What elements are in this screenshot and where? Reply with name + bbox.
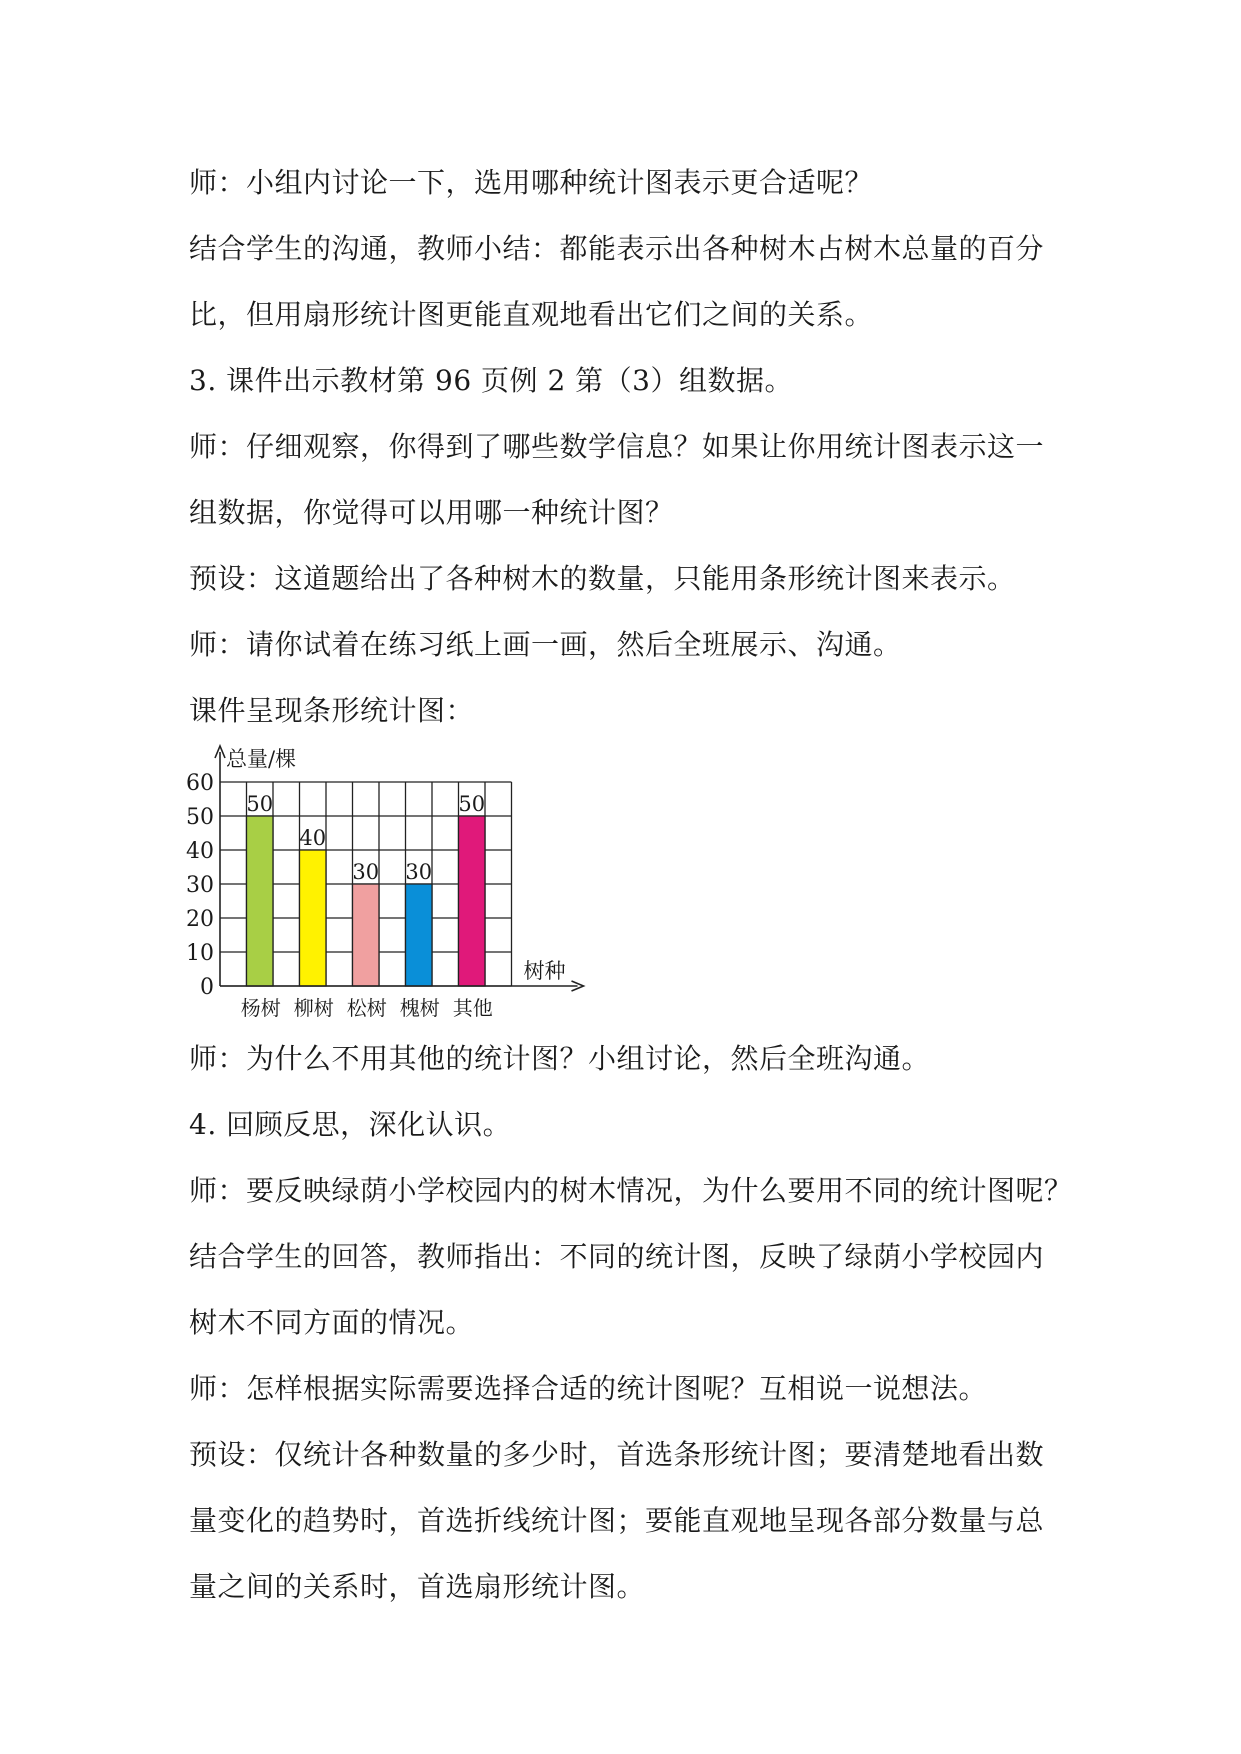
chart-bars bbox=[247, 816, 486, 986]
y-tick-label: 40 bbox=[186, 839, 214, 864]
x-tick-label: 槐树 bbox=[399, 996, 440, 1020]
paragraph: 师：为什么不用其他的统计图？小组讨论，然后全班沟通。 bbox=[189, 1042, 931, 1075]
y-tick-label: 30 bbox=[186, 873, 214, 898]
bar-2 bbox=[300, 850, 327, 986]
paragraph: 预设：这道题给出了各种树木的数量，只能用条形统计图来表示。 bbox=[189, 562, 1016, 595]
paragraph: 师：请你试着在练习纸上画一画，然后全班展示、沟通。 bbox=[189, 628, 902, 661]
paragraph: 师：怎样根据实际需要选择合适的统计图呢？互相说一说想法。 bbox=[189, 1372, 988, 1405]
y-axis-title: 总量/棵 bbox=[226, 747, 297, 771]
paragraph: 树木不同方面的情况。 bbox=[189, 1306, 475, 1339]
paragraph: 4. 回顾反思，深化认识。 bbox=[189, 1108, 512, 1141]
paragraph: 组数据，你觉得可以用哪一种统计图？ bbox=[189, 496, 674, 529]
y-tick-label: 50 bbox=[186, 805, 214, 830]
y-tick-label: 0 bbox=[200, 975, 214, 1000]
bar-chart bbox=[184, 740, 624, 1020]
paragraph: 结合学生的沟通，教师小结：都能表示出各种树木占树木总量的百分 bbox=[189, 232, 1045, 265]
paragraph: 预设：仅统计各种数量的多少时，首选条形统计图；要清楚地看出数 bbox=[189, 1438, 1045, 1471]
paragraph: 量之间的关系时，首选扇形统计图。 bbox=[189, 1570, 646, 1603]
paragraph: 结合学生的回答，教师指出：不同的统计图，反映了绿荫小学校园内 bbox=[189, 1240, 1045, 1273]
data-label: 30 bbox=[352, 860, 380, 884]
bar-4 bbox=[406, 884, 433, 986]
paragraph: 比，但用扇形统计图更能直观地看出它们之间的关系。 bbox=[189, 298, 874, 331]
paragraph: 量变化的趋势时，首选折线统计图；要能直观地呈现各部分数量与总 bbox=[189, 1504, 1045, 1537]
y-tick-label: 60 bbox=[186, 771, 214, 796]
paragraph: 3. 课件出示教材第 96 页例 2 第（3）组数据。 bbox=[189, 364, 793, 397]
x-tick-label: 柳树 bbox=[293, 996, 334, 1020]
x-tick-label: 杨树 bbox=[240, 996, 281, 1020]
y-tick-label: 10 bbox=[186, 941, 214, 966]
paragraph: 课件呈现条形统计图： bbox=[189, 694, 475, 727]
x-tick-label: 松树 bbox=[346, 996, 387, 1020]
data-label: 40 bbox=[299, 826, 327, 850]
bar-1 bbox=[247, 816, 274, 986]
bar-3 bbox=[353, 884, 380, 986]
y-tick-label: 20 bbox=[186, 907, 214, 932]
x-tick-label: 其他 bbox=[452, 996, 493, 1020]
data-label: 50 bbox=[246, 792, 274, 816]
x-axis-title: 树种 bbox=[523, 959, 566, 983]
paragraph: 师：仔细观察，你得到了哪些数学信息？如果让你用统计图表示这一 bbox=[189, 430, 1045, 463]
data-label: 50 bbox=[458, 792, 486, 816]
data-label: 30 bbox=[405, 860, 433, 884]
paragraph: 师：小组内讨论一下，选用哪种统计图表示更合适呢？ bbox=[189, 166, 874, 199]
paragraph: 师：要反映绿荫小学校园内的树木情况，为什么要用不同的统计图呢？ bbox=[189, 1174, 1073, 1207]
bar-5 bbox=[459, 816, 486, 986]
